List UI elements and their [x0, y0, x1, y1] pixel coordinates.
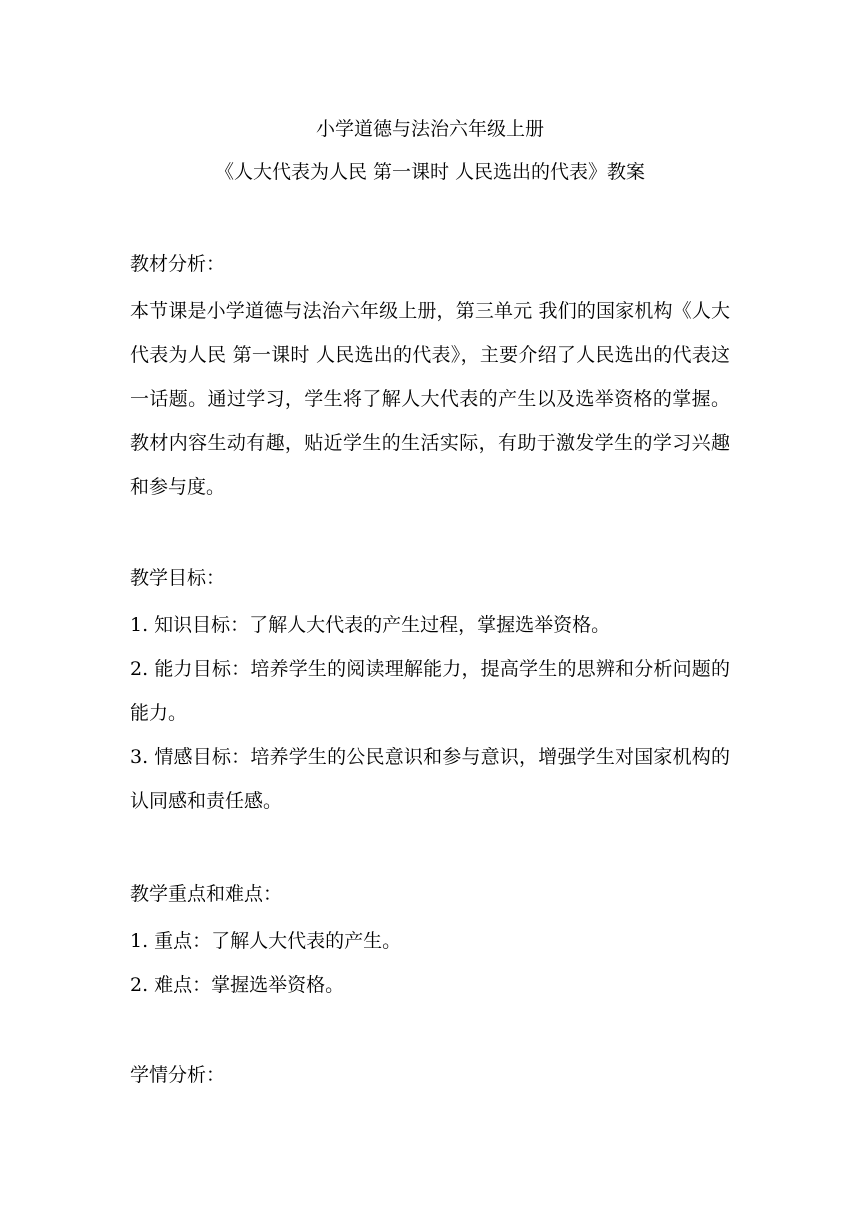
section-heading-analysis: 教材分析： [130, 253, 226, 275]
section-heading-goals: 教学目标： [130, 567, 226, 589]
analysis-paragraph: 本节课是小学道德与法治六年级上册，第三单元 我们的国家机构《人大代表为人民 第一课时 人民选出的代表》，主要介绍了人民选出的代表这一话题。通过学习，学生将了解人大代表的产生以及选举资格的掌握。教材内容生动有趣，贴近学生的生活实际，有助于激发学生的学习兴趣和参与度。 [130, 300, 730, 498]
document-title-line-2: 《人大代表为人民 第一课时 人民选出的代表》教案 [214, 161, 646, 183]
goal-item: 1. 知识目标：了解人大代表的产生过程，掌握选举资格。 [130, 614, 611, 636]
key-point-item: 2. 难点：掌握选举资格。 [130, 974, 345, 996]
goal-item: 2. 能力目标：培养学生的阅读理解能力，提高学生的思辨和分析问题的能力。 [130, 658, 730, 724]
goal-item: 3. 情感目标：培养学生的公民意识和参与意识，增强学生对国家机构的认同感和责任感。 [130, 746, 730, 812]
document-title-line-1: 小学道德与法治六年级上册 [315, 118, 544, 140]
section-heading-student-analysis: 学情分析： [130, 1064, 226, 1086]
key-point-item: 1. 重点：了解人大代表的产生。 [130, 930, 402, 952]
section-heading-key-points: 教学重点和难点： [130, 883, 283, 905]
